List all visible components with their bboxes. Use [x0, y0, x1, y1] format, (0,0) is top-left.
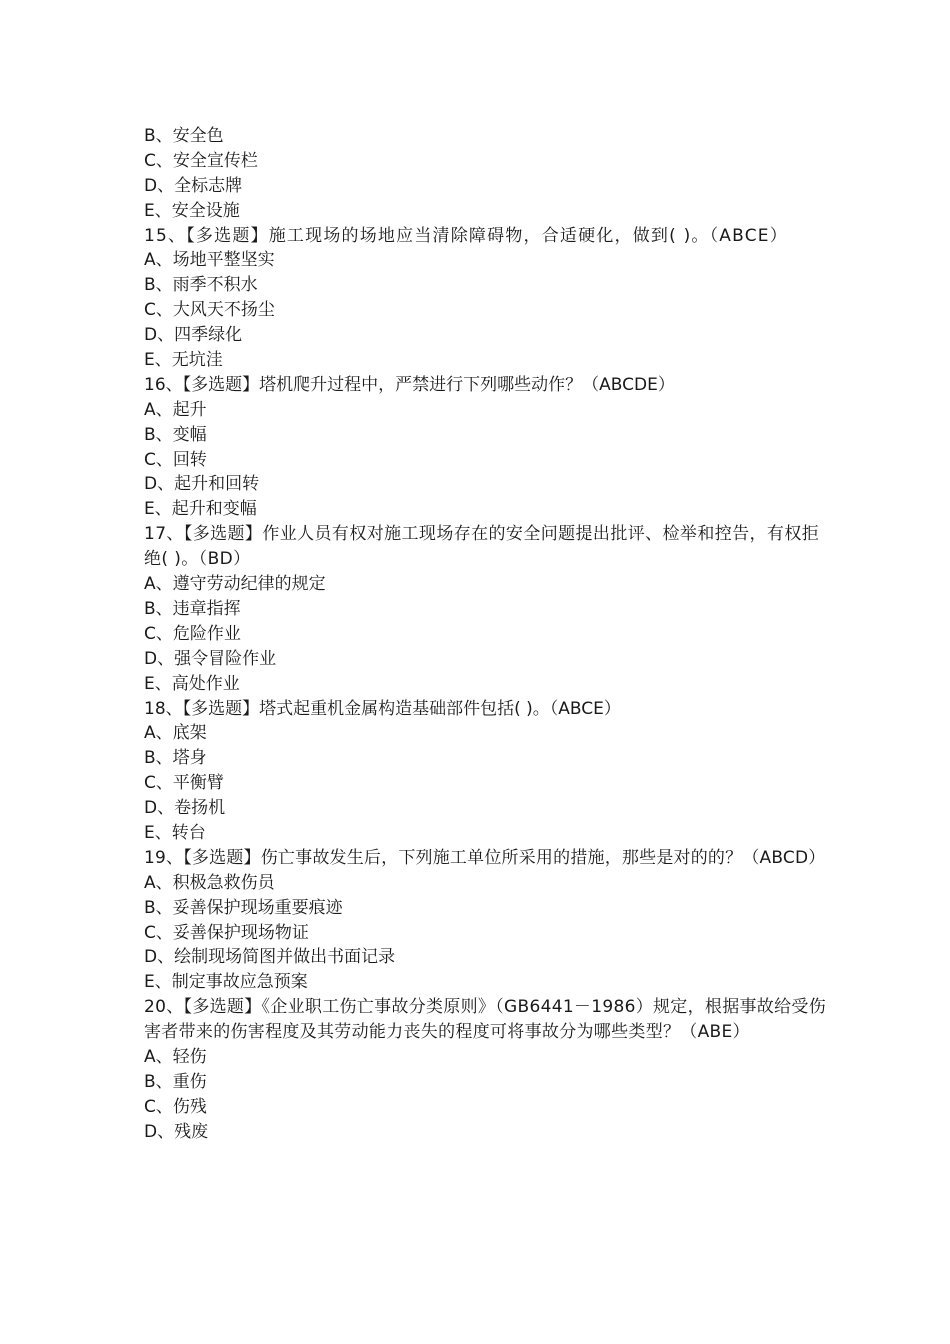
q15-option-b: B、雨季不积水 — [144, 275, 258, 296]
q17-option-d: D、强令冒险作业 — [144, 648, 277, 669]
q20-option-b: B、重伤 — [144, 1071, 207, 1092]
q17-option-b: B、违章指挥 — [144, 598, 241, 619]
q16-option-c: C、回转 — [144, 449, 207, 470]
question-20-title: 20、【多选题】《企业职工伤亡事故分类原则》（GB6441－1986）规定，根据事故给受伤害者带来的伤害程度及其劳动能力丧失的程度可将事故分为哪些类型？（ABE） — [144, 997, 826, 1043]
q20-option-a: A、轻伤 — [144, 1047, 207, 1068]
question-18-title: 18、【多选题】塔式起重机金属构造基础部件包括( )。（ABCE） — [144, 698, 621, 719]
q19-option-a: A、积极急救伤员 — [144, 872, 275, 893]
question-list — [144, 124, 826, 1145]
q16-option-d: D、起升和回转 — [144, 474, 260, 495]
option-c-safety-board: C、安全宣传栏 — [144, 150, 258, 171]
q19-option-c: C、妥善保护现场物证 — [144, 922, 309, 943]
q19-option-b: B、妥善保护现场重要痕迹 — [144, 897, 343, 918]
q18-option-c: C、平衡臂 — [144, 773, 224, 794]
q20-option-c: C、伤残 — [144, 1096, 207, 1117]
q17-option-e: E、高处作业 — [144, 673, 240, 694]
q19-option-e: E、制定事故应急预案 — [144, 972, 308, 993]
q18-option-a: A、底架 — [144, 723, 207, 744]
q15-option-d: D、四季绿化 — [144, 325, 243, 346]
question-17-title: 17、【多选题】作业人员有权对施工现场存在的安全问题提出批评、检举和控告，有权拒绝( )。（BD） — [144, 524, 820, 570]
option-b-safety-color: B、安全色 — [144, 126, 224, 146]
q18-option-d: D、卷扬机 — [144, 798, 226, 819]
q16-option-a: A、起升 — [144, 399, 207, 420]
q15-option-c: C、大风天不扬尘 — [144, 300, 275, 321]
q18-option-b: B、塔身 — [144, 748, 207, 769]
q15-option-a: A、场地平整坚实 — [144, 250, 275, 271]
q17-option-c: C、危险作业 — [144, 623, 241, 644]
q17-option-a: A、遵守劳动纪律的规定 — [144, 574, 326, 595]
q16-option-e: E、起升和变幅 — [144, 499, 257, 520]
q18-option-e: E、转台 — [144, 822, 206, 843]
option-d-sign: D、全标志牌 — [144, 175, 243, 196]
question-15-title: 15、【多选题】施工现场的场地应当清除障碍物，合适硬化，做到( )。（ABCE） — [144, 225, 788, 246]
q15-option-e: E、无坑洼 — [144, 350, 223, 371]
q19-option-d: D、绘制现场简图并做出书面记录 — [144, 947, 396, 968]
option-e-safety-facility: E、安全设施 — [144, 200, 240, 221]
q20-option-d: D、残废 — [144, 1121, 209, 1142]
q16-option-b: B、变幅 — [144, 424, 207, 445]
question-16-title: 16、【多选题】塔机爬升过程中，严禁进行下列哪些动作？（ABCDE） — [144, 374, 675, 395]
question-19-title: 19、【多选题】伤亡事故发生后，下列施工单位所采用的措施，那些是对的的？（ABCD） — [144, 847, 826, 868]
